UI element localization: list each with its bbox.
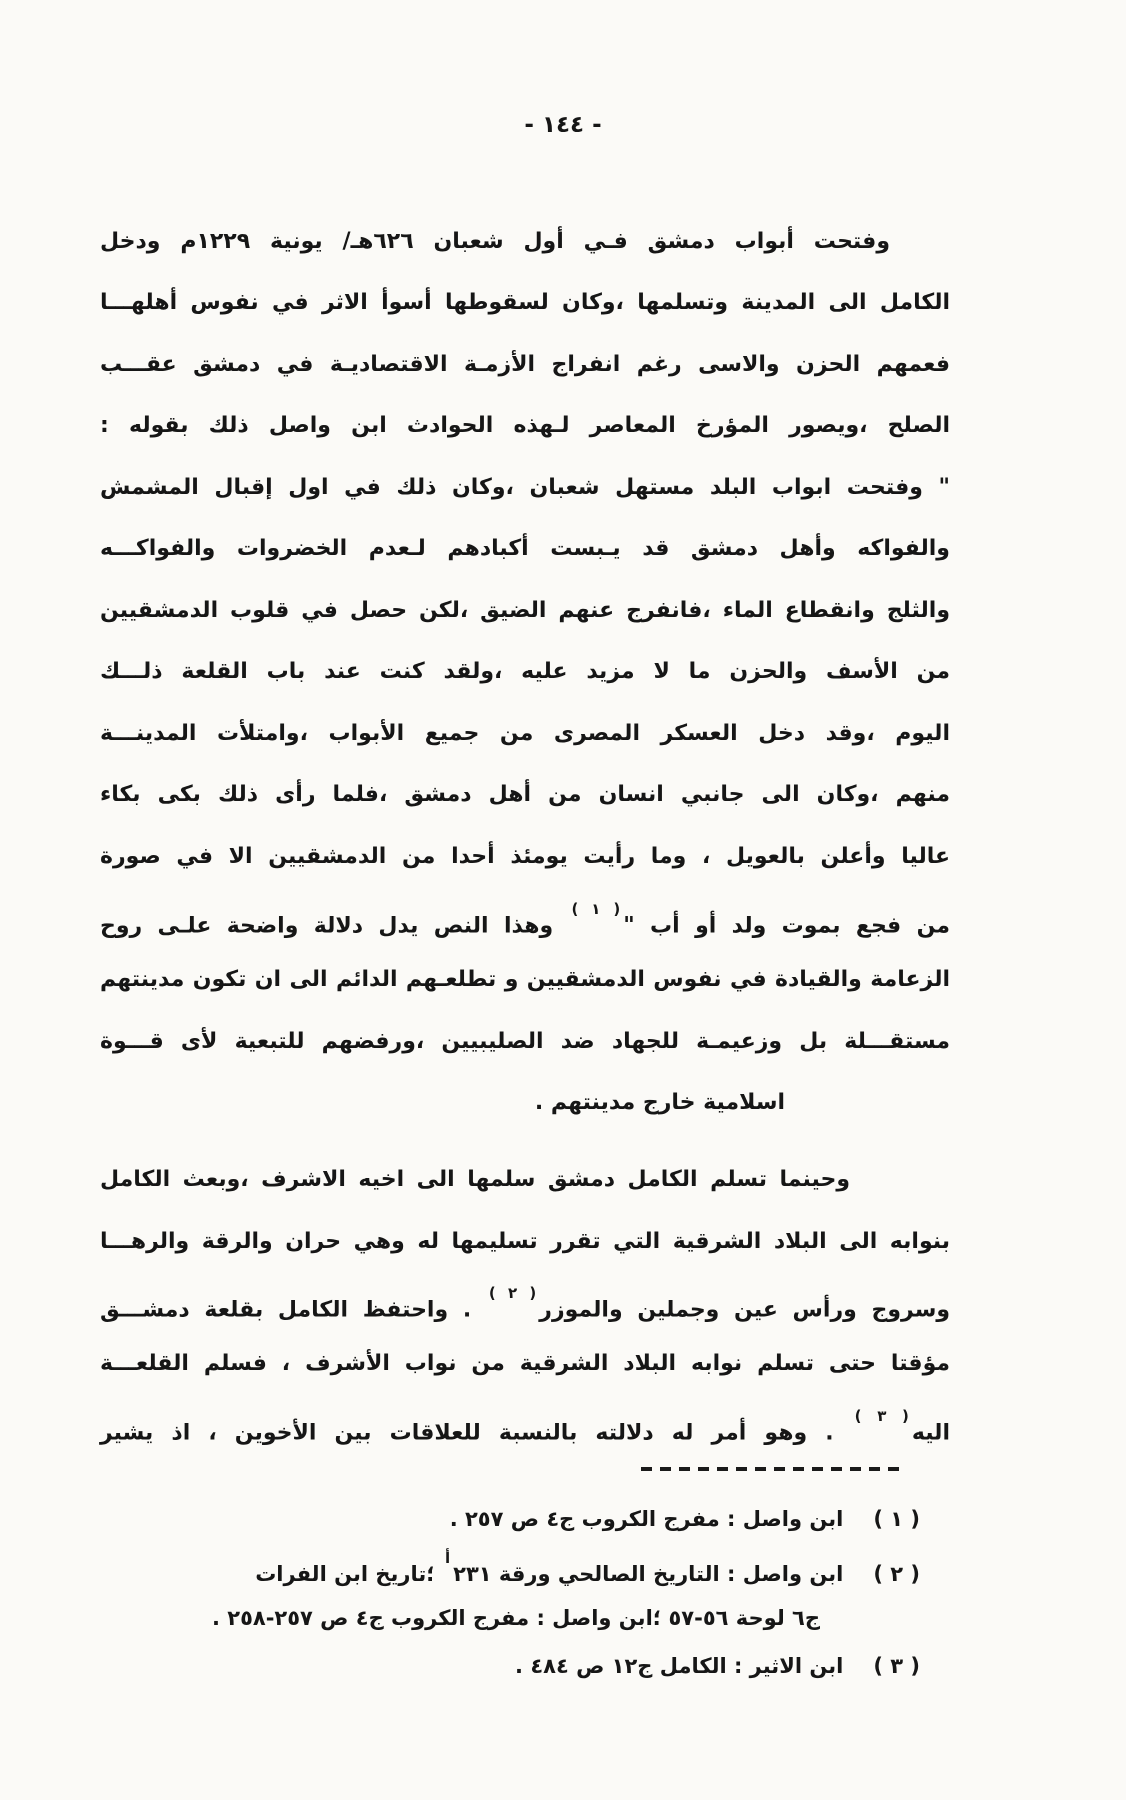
body-line-18 bbox=[100, 1284, 950, 1323]
body-line-3: فعمهم الحزن والاسى رغم انفراج الأزمـة الاقتصاديـة في دمشق عقـــب bbox=[100, 352, 950, 377]
line-12-text-start: من فجع بموت ولد أو أب " bbox=[623, 913, 950, 939]
footnote-ref-2: ( ٢ ) bbox=[488, 1284, 537, 1302]
footnote-1 bbox=[90, 1503, 920, 1535]
body-line-8: من الأسف والحزن ما لا مزيد عليه ،ولقد كنت عند باب القلعة ذلـــك bbox=[100, 659, 950, 684]
body-line-5: " وفتحت ابواب البلد مستهل شعبان ،وكان ذلك في اول إقبال المشمش bbox=[100, 475, 950, 500]
footnote-2-text-end: ؛تاريخ ابن الفرات bbox=[255, 1562, 435, 1586]
body-line-14: مستقـــلة بل وزعيمـة للجهاد ضد الصليبيين ،ورفضهم للتبعية لأى قـــوة bbox=[100, 1029, 950, 1054]
body-line-10: منهم ،وكان الى جانبي انسان من أهل دمشق ،فلما رأى ذلك بكى بكاء bbox=[100, 782, 950, 807]
footnote-3-text: ابن الاثير : الكامل ج١٢ ص ٤٨٤ . bbox=[515, 1654, 844, 1678]
footnote-2-folio-letter: أ bbox=[444, 1549, 451, 1567]
line-18-text-end: . واحتفظ الكامل بقلعة دمشـــق bbox=[100, 1297, 472, 1323]
footnote-ref-3: ( ٣ ) bbox=[854, 1407, 909, 1425]
footnote-2-text: ابن واصل : التاريخ الصالحي ورقة ٢٣١ bbox=[453, 1562, 844, 1586]
body-line-20 bbox=[100, 1407, 950, 1446]
footnote-2-line-2: ج٦ لوحة ٥٦-٥٧ ؛ابن واصل : مفرج الكروب ج٤ ص ٢٥٧-٢٥٨ . bbox=[211, 1606, 820, 1630]
footnote-3-marker: ( ٣ ) bbox=[873, 1654, 920, 1678]
line-20-text-start: اليه bbox=[911, 1420, 950, 1446]
body-line-2: الكامل الى المدينة وتسلمها ،وكان لسقوطها أسوأ الاثر في نفوس أهلهـــا bbox=[100, 290, 950, 315]
footnote-1-marker: ( ١ ) bbox=[873, 1507, 920, 1531]
footnote-3 bbox=[90, 1650, 920, 1682]
body-line-17: بنوابه الى البلاد الشرقية التي تقرر تسليمها له وهي حران والرقة والرهـــا bbox=[100, 1229, 950, 1254]
footnote-2-line-1 bbox=[90, 1549, 920, 1586]
body-line-4: الصلح ،ويصور المؤرخ المعاصر لـهذه الحوادث ابن واصل ذلك بقوله : bbox=[100, 413, 950, 438]
line-12-text-end: وهذا النص يدل دلالة واضحة علـى روح bbox=[100, 913, 554, 939]
body-line-16: وحينما تسلم الكامل دمشق سلمها الى اخيه الاشرف ،وبعث الكامل bbox=[100, 1167, 850, 1192]
body-line-7: والثلج وانقطاع الماء ،فانفرج عنهم الضيق ،لكن حصل في قلوب الدمشقيين bbox=[100, 598, 950, 623]
body-line-6: والفواكه وأهل دمشق قد يـبست أكبادهم لـعدم الخضروات والفواكـــه bbox=[100, 536, 950, 561]
line-18-text-start: وسروج ورأس عين وجملين والموزر bbox=[539, 1297, 950, 1323]
line-20-text-end: . وهو أمر له دلالته بالنسبة للعلاقات بين الأخوين ، اذ يشير bbox=[100, 1420, 834, 1446]
footnote-ref-1: ( ١ ) bbox=[571, 900, 621, 918]
footnote-1-text: ابن واصل : مفرج الكروب ج٤ ص ٢٥٧ . bbox=[449, 1507, 844, 1531]
body-line-19: مؤقتا حتى تسلم نوابه البلاد الشرقية من نواب الأشرف ، فسلم القلعـــة bbox=[100, 1351, 950, 1376]
footnote-2-marker: ( ٢ ) bbox=[873, 1562, 920, 1586]
body-line-12 bbox=[100, 900, 950, 939]
page-number: - ١٤٤ - bbox=[524, 112, 602, 138]
body-line-1: وفتحت أبواب دمشق فـي أول شعبان ٦٢٦هـ/ يونية ١٢٢٩م ودخل bbox=[100, 229, 890, 254]
footnote-separator bbox=[641, 1467, 907, 1471]
body-line-15: اسلامية خارج مدينتهم . bbox=[534, 1090, 785, 1115]
body-line-13: الزعامة والقيادة في نفوس الدمشقيين و تطلعـهم الدائم الى ان تكون مدينتهم bbox=[100, 967, 950, 992]
body-line-9: اليوم ،وقد دخل العسكر المصرى من جميع الأبواب ،وامتلأت المدينـــة bbox=[100, 721, 950, 746]
body-line-11: عاليا وأعلن بالعويل ، وما رأيت يومئذ أحدا من الدمشقيين الا في صورة bbox=[100, 844, 950, 869]
